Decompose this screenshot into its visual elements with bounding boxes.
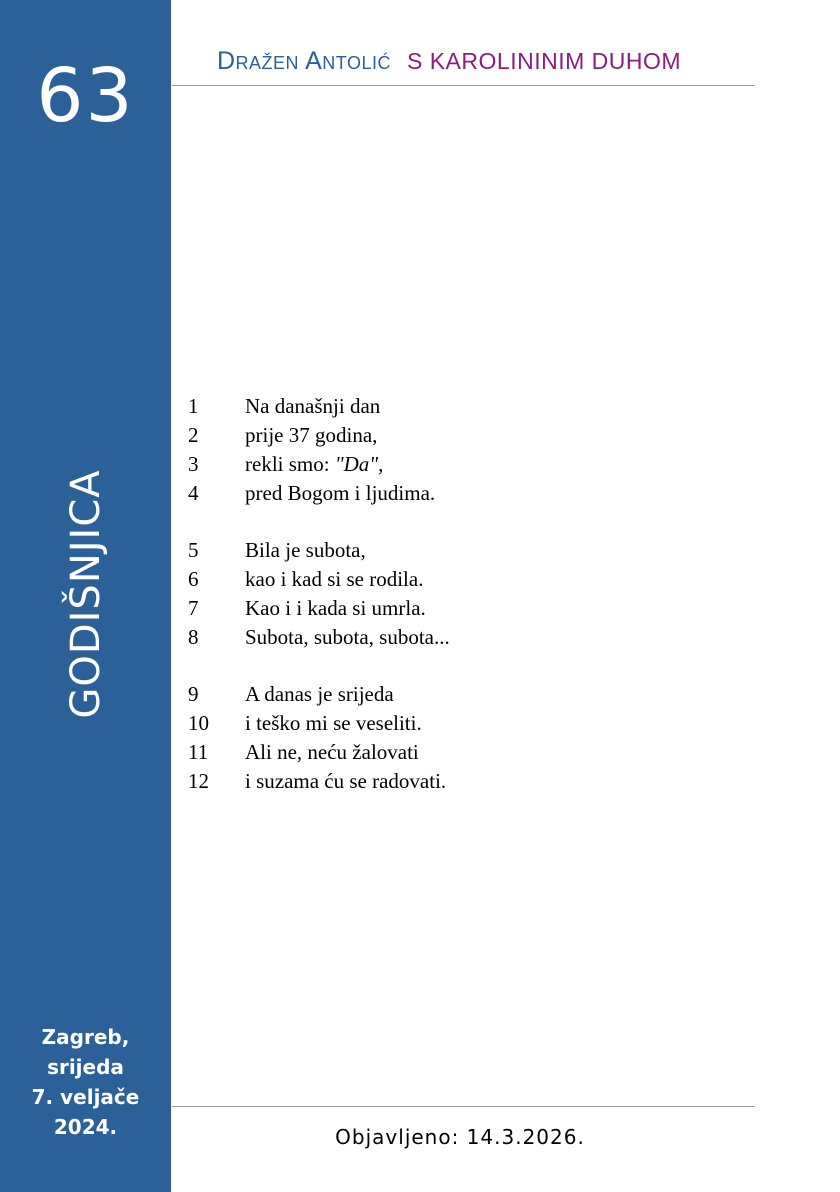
line-number: 6 xyxy=(188,567,199,591)
poem-line xyxy=(188,738,450,767)
line-text: i teško mi se veseliti. xyxy=(245,711,422,735)
line-text-emphasis: "Da" xyxy=(334,452,379,476)
place-date-line: 7. veljače xyxy=(31,1085,140,1109)
poem-line xyxy=(188,680,450,709)
line-number: 2 xyxy=(188,423,199,447)
section-title: GODIŠNJICA xyxy=(63,469,109,719)
line-number: 5 xyxy=(188,538,199,562)
poem-line xyxy=(188,709,450,738)
poem-line xyxy=(188,565,450,594)
line-text: Ali ne, neću žalovati xyxy=(245,740,419,764)
line-number: 7 xyxy=(188,596,199,620)
place-date-line: 2024. xyxy=(53,1115,118,1139)
place-date xyxy=(0,1022,171,1142)
line-text: Kao i i kada si umrla. xyxy=(245,596,426,620)
line-number: 1 xyxy=(188,394,199,418)
place-date-line: Zagreb, xyxy=(41,1025,130,1049)
running-header xyxy=(217,44,681,78)
book-title: S KAROLININIM DUHOM xyxy=(406,48,682,74)
poem-line xyxy=(188,392,450,421)
line-number: 8 xyxy=(188,625,199,649)
line-text: pred Bogom i ljudima. xyxy=(245,481,436,505)
poem-line xyxy=(188,450,450,479)
poem-line xyxy=(188,594,450,623)
published-date: Objavljeno: 14.3.2026. xyxy=(335,1125,585,1149)
line-text: kao i kad si se rodila. xyxy=(245,567,424,591)
author-name: Dražen Antolić xyxy=(217,47,391,75)
line-text: i suzama ću se radovati. xyxy=(245,769,447,793)
footer-divider xyxy=(172,1106,755,1107)
poem-line xyxy=(188,536,450,565)
page-number: 63 xyxy=(36,53,135,139)
line-number: 11 xyxy=(188,740,209,764)
line-text-pre: rekli smo: xyxy=(245,452,335,476)
line-text: Na današnji dan xyxy=(245,394,381,418)
line-text xyxy=(245,450,383,479)
place-date-line: srijeda xyxy=(47,1055,124,1079)
line-number: 9 xyxy=(188,682,199,706)
line-text: prije 37 godina, xyxy=(245,423,378,447)
poem-line xyxy=(188,623,450,652)
stanza xyxy=(188,680,450,796)
stanza xyxy=(188,536,450,652)
sidebar xyxy=(0,0,171,1192)
header-divider xyxy=(172,85,755,86)
poem-line xyxy=(188,421,450,450)
poem xyxy=(188,392,450,824)
poem-line xyxy=(188,479,450,508)
line-number: 3 xyxy=(188,452,199,476)
stanza xyxy=(188,392,450,508)
line-text: Bila je subota, xyxy=(245,538,366,562)
line-number: 10 xyxy=(188,711,209,735)
line-number: 12 xyxy=(188,769,209,793)
line-text-post: , xyxy=(378,452,384,476)
poem-line xyxy=(188,767,450,796)
line-text: Subota, subota, subota... xyxy=(245,625,450,649)
line-number: 4 xyxy=(188,481,199,505)
line-text: A danas je srijeda xyxy=(245,682,394,706)
